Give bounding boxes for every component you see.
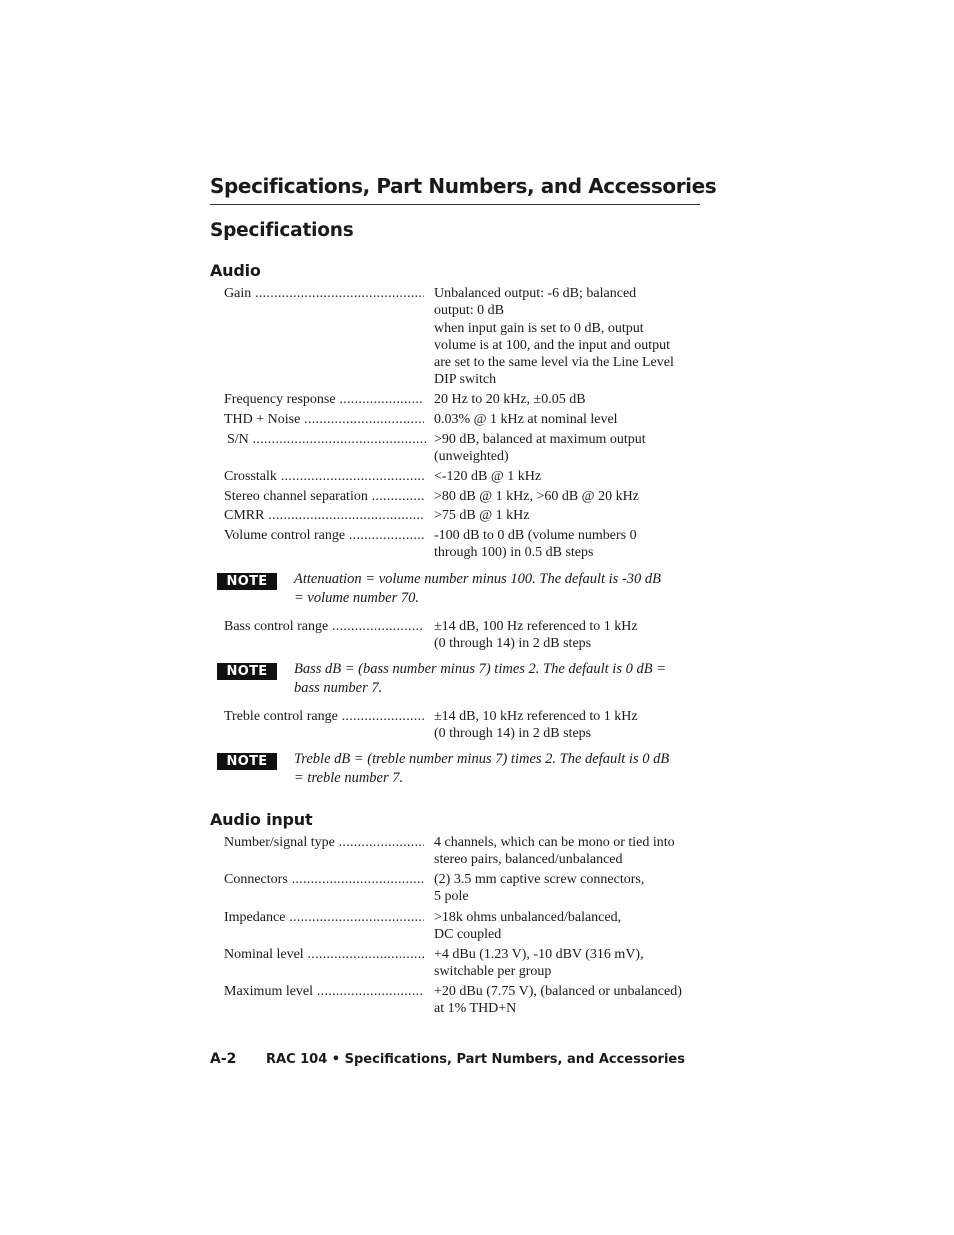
spec-label: Bass control range ..... [224,618,424,635]
spec-value [434,285,702,389]
text-line: DIP switch [434,372,497,388]
text-line: volume is at 100, and the input and output [434,337,671,353]
text-line: Attenuation = volume number minus 100. The default is -30 dB [294,571,662,587]
spec-label: Crosstalk ..... [224,468,424,485]
spec-label: THD + Noise ..... [224,411,424,428]
text-line: = volume number 70. [294,590,419,606]
spec-label: Impedance ..... [224,909,424,926]
spec-label: Number/signal type ..... [224,834,424,851]
text-line: <-120 dB @ 1 kHz [434,469,542,484]
note-bass [217,660,702,698]
text-line: (2) 3.5 mm captive screw connectors, [434,872,645,887]
spec-row-crosstalk [224,468,702,485]
note-text [294,660,704,698]
spec-label: S/N ..... [224,431,427,448]
spec-row-cmrr [224,507,702,524]
text-line: DC coupled [434,927,502,943]
text-line: 0.03% @ 1 kHz at nominal level [434,412,618,427]
spec-value [434,468,702,485]
spec-value [434,507,702,524]
spec-label: Connectors ..... [224,871,424,888]
note-badge: NOTE [217,663,277,680]
spec-value [434,871,702,906]
spec-label: Treble control range ..... [224,708,424,725]
text-line: Treble dB = (treble number minus 7) times 2. The default is 0 dB [294,751,670,767]
footer-text: RAC 104 • Specifications, Part Numbers, and Accessories [266,1052,685,1067]
spec-row-volume-range [224,527,702,562]
spec-row-treble-range [224,708,702,743]
text-line: are set to the same level via the Line Level [434,355,674,371]
note-text [294,570,704,608]
spec-label: Frequency response ..... [224,391,424,408]
text-line: 5 pole [434,889,469,905]
text-line: >90 dB, balanced at maximum output [434,432,646,447]
audio-input-heading: Audio input [210,810,313,829]
spec-row-number-signal [224,834,702,869]
text-line: bass number 7. [294,680,383,696]
spec-row-thd-noise [224,411,702,428]
audio-heading: Audio [210,261,261,280]
spec-value [434,527,702,562]
page-number: A-2 [210,1051,237,1067]
spec-value [434,391,702,408]
text-line: Unbalanced output: -6 dB; balanced [434,286,637,301]
note-text [294,750,704,788]
spec-row-connectors [224,871,702,906]
spec-value [434,946,702,981]
spec-label: Volume control range ..... [224,527,424,544]
text-line: stereo pairs, balanced/unbalanced [434,852,623,868]
spec-label: Nominal level ..... [224,946,424,963]
note-badge: NOTE [217,753,277,770]
text-line: when input gain is set to 0 dB, output [434,320,644,336]
spec-row-bass-range [224,618,702,653]
note-volume [217,570,702,608]
spec-label: CMRR ..... [224,507,424,524]
spec-label: Gain ..... [224,285,424,302]
spec-row-frequency-response [224,391,702,408]
spec-value [434,431,702,466]
text-line: at 1% THD+N [434,1001,517,1017]
spec-value [434,488,702,505]
spec-value [434,983,702,1018]
spec-label: Stereo channel separation ..... [224,488,424,505]
spec-row-stereo-separation [224,488,702,505]
text-line: switchable per group [434,964,552,980]
spec-row-maximum-level [224,983,702,1018]
text-line: ±14 dB, 10 kHz referenced to 1 kHz [434,709,638,724]
spec-row-gain [224,285,702,389]
text-line: (unweighted) [434,449,509,465]
note-badge: NOTE [217,573,277,590]
spec-row-sn [224,431,702,466]
text-line: Bass dB = (bass number minus 7) times 2. The default is 0 dB = [294,661,666,677]
spec-row-impedance [224,909,702,944]
text-line: +20 dBu (7.75 V), (balanced or unbalanced) [434,984,682,999]
text-line: -100 dB to 0 dB (volume numbers 0 [434,528,637,543]
text-line: output: 0 dB [434,303,505,319]
text-line: >18k ohms unbalanced/balanced, [434,910,622,925]
section-title: Specifications [210,220,354,241]
text-line: (0 through 14) in 2 dB steps [434,636,592,652]
spec-value [434,909,702,944]
text-line: = treble number 7. [294,770,404,786]
text-line: 4 channels, which can be mono or tied into [434,835,675,850]
note-treble [217,750,702,788]
text-line: (0 through 14) in 2 dB steps [434,726,592,742]
text-line: ±14 dB, 100 Hz referenced to 1 kHz [434,619,638,634]
text-line: through 100) in 0.5 dB steps [434,545,594,561]
spec-value [434,834,702,869]
spec-label: Maximum level ..... [224,983,424,1000]
chapter-title: Specifications, Part Numbers, and Accessories [210,174,700,205]
text-line: >80 dB @ 1 kHz, >60 dB @ 20 kHz [434,489,639,504]
spec-value [434,618,702,653]
spec-value [434,708,702,743]
spec-value [434,411,702,428]
text-line: +4 dBu (1.23 V), -10 dBV (316 mV), [434,947,644,962]
spec-row-nominal-level [224,946,702,981]
text-line: 20 Hz to 20 kHz, ±0.05 dB [434,392,586,407]
text-line: >75 dB @ 1 kHz [434,508,530,523]
